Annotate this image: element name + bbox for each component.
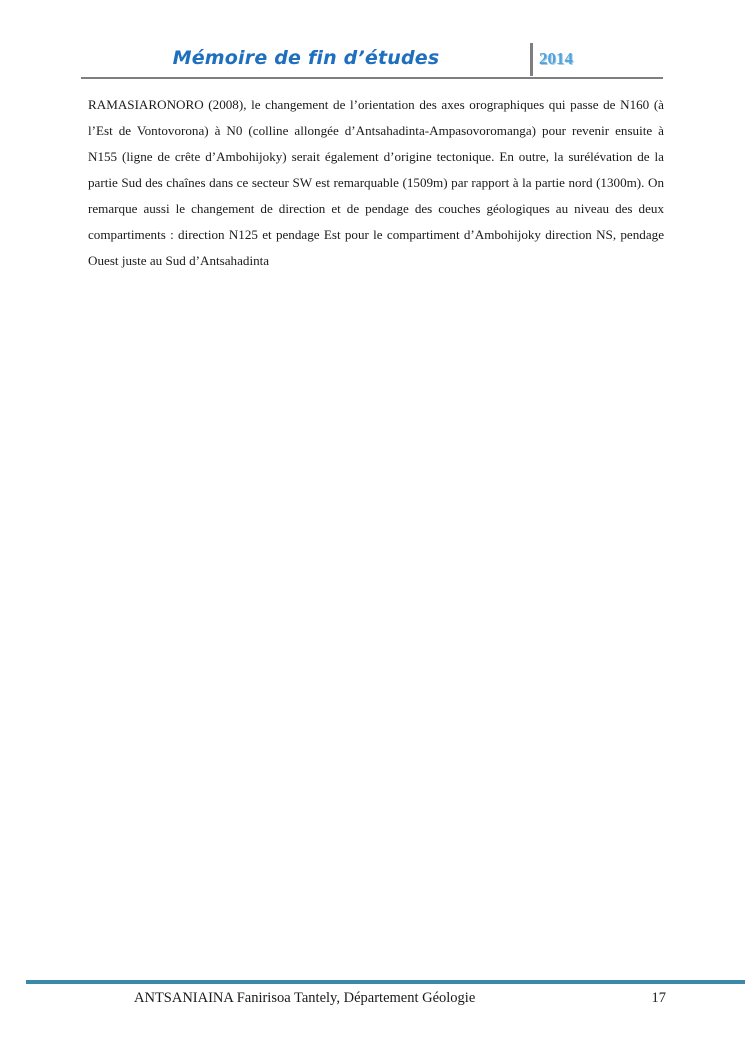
- header-year: 2014: [539, 49, 573, 68]
- header-divider: [530, 43, 533, 76]
- page-number: 17: [651, 990, 666, 1006]
- footer-author: ANTSANIAINA Fanirisoa Tantely, Département Géologie: [134, 990, 476, 1006]
- header-rule: [81, 77, 663, 79]
- header-title: Mémoire de fin d’études: [172, 47, 440, 69]
- footer-rule: [26, 980, 745, 984]
- body-paragraph: RAMASIARONORO (2008), le changement de l’orientation des axes orographiques qui passe de N160 (à l’Est de Vontovorona) à N0 (colline allongée d’Antsahadinta-Ampasovoromanga) pour revenir ensuite à N155 (ligne de crête d’Ambohijoky) serait également d’origine tectonique. En outre, la surélévation de la partie Sud des chaînes dans ce secteur SW est remarquable (1509m) par rapport à la partie nord (1300m). On remarque aussi le changement de direction et de pendage des couches géologiques au niveau des deux compartiments : direction N125 et pendage Est pour le compartiment d’Ambohijoky direction NS, pendage Ouest juste au Sud d’Antsahadinta: [88, 97, 664, 268]
